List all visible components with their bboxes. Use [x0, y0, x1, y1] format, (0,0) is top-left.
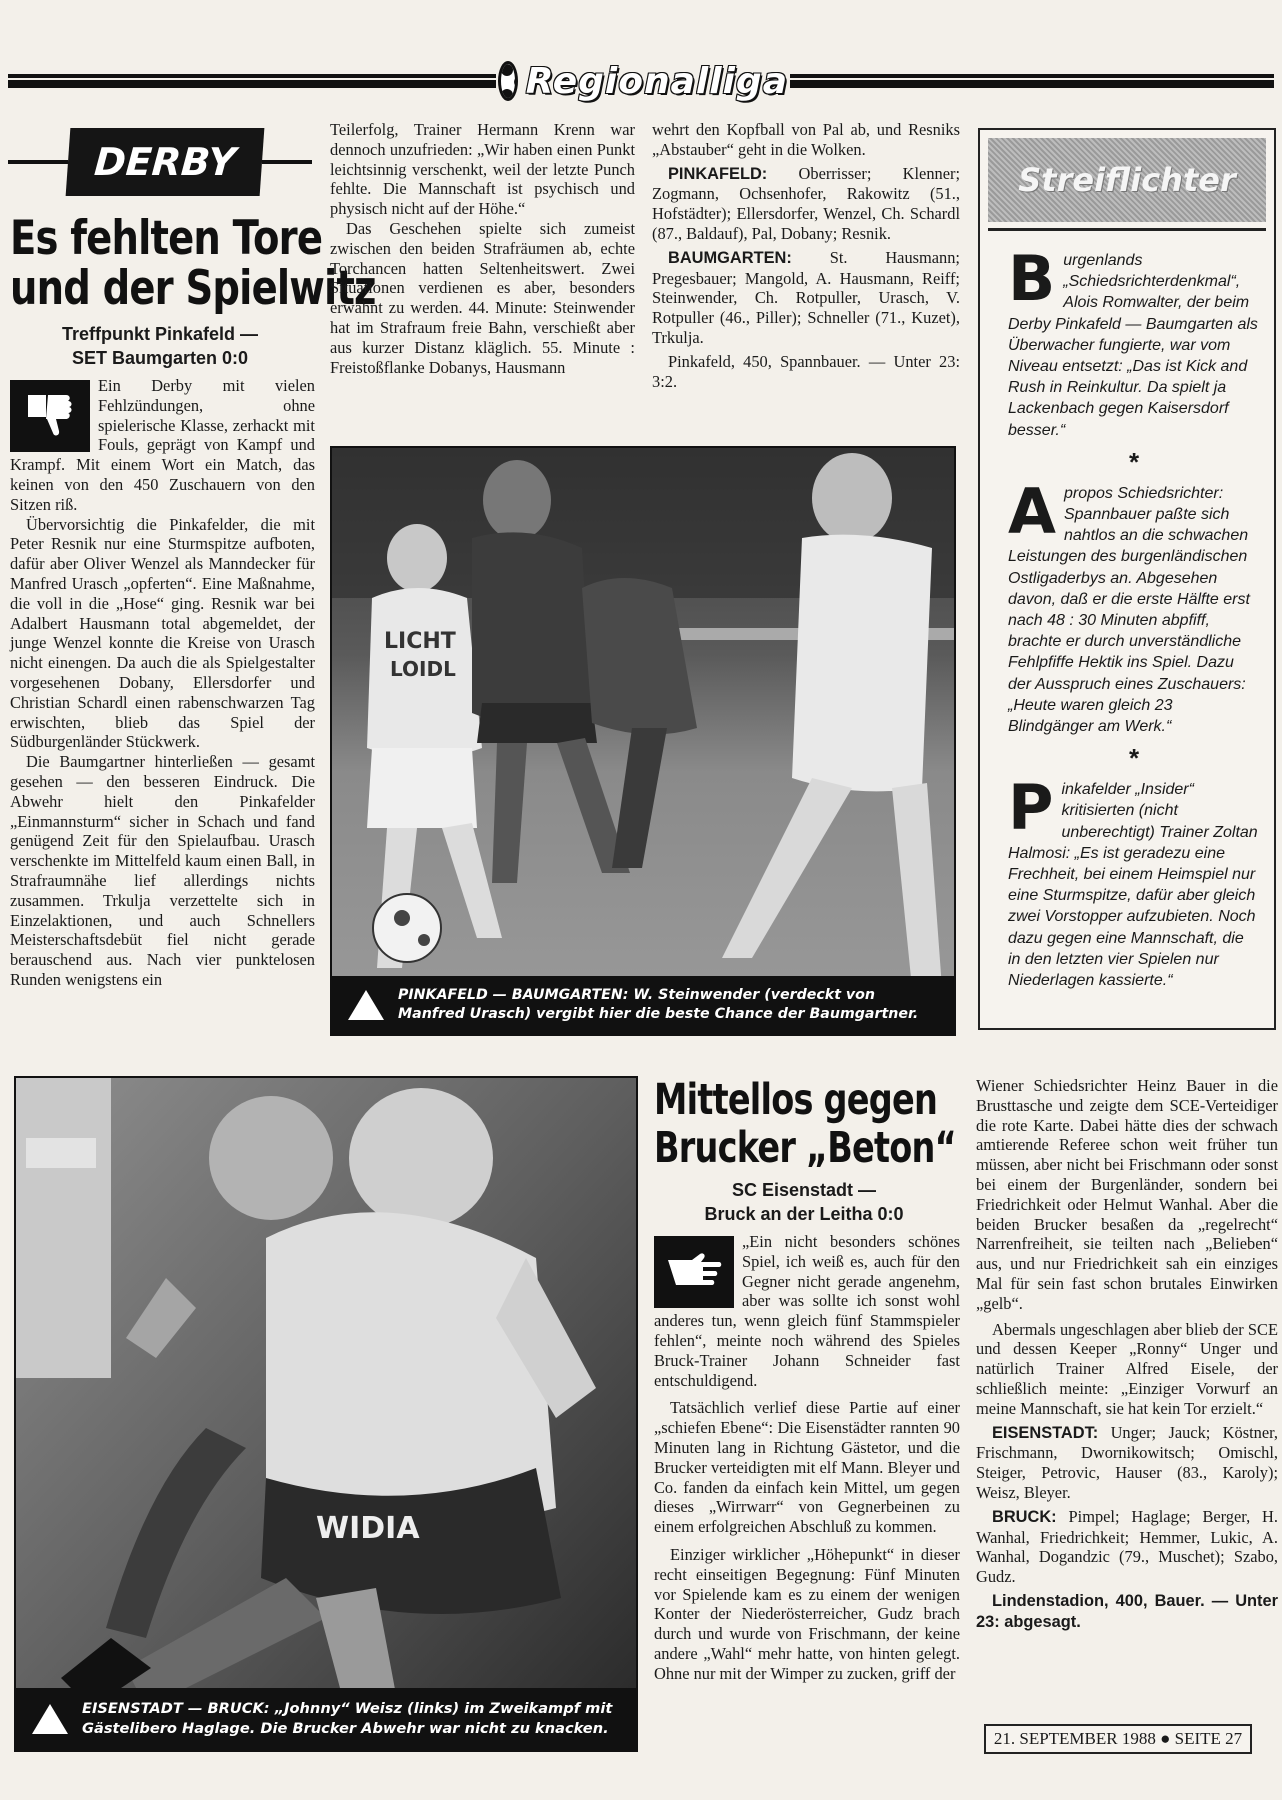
- article1-column-2: [330, 120, 635, 377]
- paragraph: Tatsächlich verlief diese Partie auf einer „schiefen Ebene“: Die Eisenstädter rannten 90 Minuten lang in Richtung Gästetor, und die Brucker verteidigten mit elf Mann. Bleyer und Co. fanden da einfach kein Mittel, um gegen dieses „Wirrwarr“ von Gegnerbeinen zu einem erfolgreichen Abschluß zu kommen.: [654, 1398, 960, 1537]
- match-photo-eisenstadt: [14, 1076, 638, 1752]
- article2-column-1: [654, 1232, 960, 1684]
- sidebar-items: [1008, 242, 1260, 991]
- paragraph: Die Baumgartner hinterließen — gesamt gesehen — den besseren Eindruck. Die Abwehr hielt den Pinkafelder „Einmannsturm“ sicher in Schach und fand genügend Zeit für den Spielaufbau. Urasch verschenkte im Mittelfeld kaum einen Ball, in Strafraumnähe lief allerdings nichts zusammen. Trkulja verzettelte sich in Einzelaktionen, und auch Schnellers Meisterschaftsdebüt fiel nicht gerade berauschend aus. Nach vier punktelosen Runden wenigstens ein: [10, 752, 315, 989]
- section-header: [498, 56, 788, 106]
- headline-line1: Mittellos gegen: [654, 1075, 938, 1125]
- subhead-line1: SC Eisenstadt —: [731, 1180, 877, 1200]
- caption-text: PINKAFELD — BAUMGARTEN: W. Steinwender (verdeckt von Manfred Urasch) vergibt hier die beste Chance der Baumgartner.: [398, 987, 919, 1022]
- sidebar-item: P inkafelder „Insider“ kritisierten (nicht unberechtigt) Trainer Zoltan Halmosi: „Es ist geradezu eine Frechheit, bei einem Heimspiel nur eine Sturmspitze, dafür aber gleich zwei Vorstopper aufzubieten. Noch dazu gegen eine Mannschaft, die in den letzten vier Spielen nur Niederlagen kassierte.“: [1008, 771, 1258, 990]
- headline-line2: und der Spielwitz: [10, 261, 376, 316]
- page-footer: 21. SEPTEMBER 1988 ● SEITE 27: [984, 1724, 1252, 1754]
- headline-line2: Brucker „Beton“: [654, 1123, 956, 1173]
- match-venue: Lindenstadion, 400, Bauer. — Unter 23: abgesagt.: [976, 1591, 1278, 1631]
- thumbs-down-icon: [10, 380, 90, 452]
- header-rule-left: [8, 74, 496, 88]
- subhead-line2: Bruck an der Leitha 0:0: [704, 1204, 904, 1224]
- lineup-bruck: BRUCK: Pimpel; Haglage; Berger, H. Wanhal, Friedrichkeit; Hemmer, Lukic, A. Wanhal, Dogandzic (79., Muschet); Szabo, Gudz.: [976, 1506, 1278, 1587]
- paragraph: „Ein nicht besonders schönes Spiel, ich weiß es, auch für den Gegner nicht gerade angenehm, aber was sollte ich sonst wohl anderes tun, wenn gleich fünf Stammspieler fehlen“, meinte noch während des Spieles Bruck-Trainer Johann Schneider fast entschuldigend.: [654, 1232, 960, 1390]
- derby-rule-right: [262, 160, 312, 164]
- caption-text: EISENSTADT — BRUCK: „Johnny“ Weisz (links) im Zweikampf mit Gästelibero Haglage. Die Brucker Abwehr war nicht zu knacken.: [82, 1700, 613, 1737]
- article2-column-2: [976, 1076, 1278, 1633]
- shirt-text-2: LOIDL: [390, 657, 456, 681]
- paragraph: Übervorsichtig die Pinkafelder, die mit Peter Resnik nur eine Sturmspitze aufboten, dafür aber Oliver Wenzel als Manndecker für Manfred Urasch „opferten“. Eine Maßnahme, die voll in die „Hose“ ging. Resnik war bei Adalbert Hausmann total abgemeldet, der junge Wenzel konnte die Kreise von Urasch nicht einengen. Da auch die als Spielgestalter vorgesehenen Dobany, Ellersdorfer und Christian Schardl einen rabenschwarzen Tag erwischten, blieb das Spiel der Südburgenländer Stückwerk.: [10, 514, 315, 752]
- caption-triangle-icon: [348, 990, 384, 1020]
- sidebar-divider: [988, 228, 1266, 231]
- dropcap: P: [1008, 771, 1054, 845]
- article1-headline: [10, 211, 376, 316]
- shirt-text-1: LICHT: [384, 629, 456, 654]
- sidebar-title: Streiflichter: [1018, 161, 1236, 199]
- article1-column-3: [652, 120, 960, 391]
- header-rule-right: [790, 74, 1274, 88]
- paragraph: wehrt den Kopfball von Pal ab, und Resniks „Abstauber“ geht in die Wolken.: [652, 120, 960, 159]
- photo-illustration: [332, 448, 956, 1036]
- sidebar-item: A propos Schiedsrichter: Spannbauer paßte sich nahtlos an die schwachen Leistungen des burgenländischen Ostligaderbys an. Abgesehen davon, daß er die erste Hälfte erst nach 48 : 30 Minuten abpfiff, brachte er durch unverständliche Fehlpfiffe Hektik ins Spiel. Dazu der Ausspruch eines Zuschauers: „Heute waren gleich 23 Blindgänger am Werk.“: [1008, 474, 1250, 736]
- paragraph: Das Geschehen spielte sich zumeist zwischen den beiden Strafräumen ab, echte Torchancen hatten Seltenheitswert. Zwei Situationen verdienen es aber, besonders erwähnt zu werden. 44. Minute: Steinwender hat im Strafraum freie Bahn, verschießt aber aus kurzer Distanz kläglich. 55. Minute : Freistoßflanke Dobanys, Hausmann: [330, 218, 635, 377]
- match-venue: Pinkafeld, 450, Spannbauer. — Unter 23: 3:2.: [652, 351, 960, 391]
- article2-subhead: [654, 1178, 954, 1226]
- section-title: Regionalliga: [525, 60, 788, 102]
- article1-column-1: [10, 376, 315, 990]
- derby-label: DERBY: [66, 128, 265, 196]
- paragraph: Teilerfolg, Trainer Hermann Krenn war dennoch unzufrieden: „Wir haben einen Punkt leichtsinnig verschenkt, weil der letzte Punch fehlte. Die Mannschaft ist psychisch und physisch nicht auf der Höhe.“: [330, 120, 635, 219]
- lineup-baumgarten: BAUMGARTEN: St. Hausmann; Pregesbauer; Mangold, A. Hausmann, Reiff; Steinwender, Ch. Rotpuller, Urasch, V. Rotpuller (46., Piller); Schneller (71., Kuzet), Trkulja.: [652, 247, 960, 347]
- subhead-line2: SET Baumgarten 0:0: [71, 348, 249, 368]
- photo-illustration: [16, 1078, 638, 1752]
- thumb-sideways-icon: [654, 1236, 734, 1308]
- match-photo-pinkafeld: [330, 446, 956, 1036]
- headline-line1: Es fehlten Tore: [10, 211, 323, 266]
- photo-caption: [332, 976, 954, 1034]
- dropcap: B: [1008, 242, 1056, 315]
- article1-subhead: [10, 322, 310, 370]
- dropcap: A: [1008, 474, 1056, 548]
- paragraph: Ein Derby mit vielen Fehlzündungen, ohne spielerische Klasse, zerhackt mit Fouls, geprägt von Kampf und Krampf. Mit einem Wort ein Match, das keinen von den 450 Zuschauern von den Sitzen riß.: [10, 376, 315, 514]
- lineup-eisenstadt: EISENSTADT: Unger; Jauck; Köstner, Frischmann, Dwornikowitsch; Omischl, Steiger, Petrovic, Hauser (83., Karoly); Weisz, Bleyer.: [976, 1422, 1278, 1502]
- article2-headline: [654, 1076, 964, 1172]
- paragraph: Wiener Schiedsrichter Heinz Bauer in die Brusttasche und zeigte dem SCE-Verteidiger die rote Karte. Dabei hätte dies der schwach amtierende Referee schon weit früher tun müssen, aber nicht bei Frischmann oder sonst bei einem der Burgenländer, sondern bei Friedrichkeit oder Helmut Wanhal. Aber die beiden Brucker besaßen da „regelrecht“ Narrenfreiheit, sie teilten nach „Belieben“ aus, und nur Friedrichkeit sah ein einziges Mal für sein fast schon brutales Einwirken „gelb“.: [976, 1076, 1278, 1313]
- subhead-line1: Treffpunkt Pinkafeld —: [61, 324, 259, 344]
- caption-triangle-icon: [32, 1704, 68, 1734]
- separator-star: *: [1128, 446, 1140, 477]
- football-icon: [498, 61, 518, 101]
- sidebar-streiflichter: [978, 128, 1276, 1030]
- sidebar-item: B urgenlands „Schiedsrichterdenkmal“, Alois Romwalter, der beim Derby Pinkafeld — Baumgarten als Überwacher fungierte, war vom Niveau entsetzt: „Das ist Kick and Rush in Reinkultur. Da spielt ja Lackenbach gegen Kaisersdorf besser.“: [1008, 242, 1258, 439]
- separator-star: *: [1128, 743, 1140, 774]
- shorts-text: WIDIA: [316, 1511, 420, 1546]
- photo-caption: [16, 1688, 636, 1750]
- derby-rule-left: [8, 160, 68, 164]
- paragraph: Abermals ungeschlagen aber blieb der SCE und dessen Keeper „Ronny“ Unger und natürlich Trainer Alfred Eisele, der schließlich meinte: „Einziger Vorwurf an meine Mannschaft, sie hat kein Tor erzielt.“: [976, 1319, 1278, 1418]
- sidebar-title-banner: [988, 138, 1266, 222]
- lineup-pinkafeld: PINKAFELD: Oberrisser; Klenner; Zogmann, Ochsenhofer, Rakowitz (51., Hofstädter); Ellersdorfer, Wenzel, Ch. Schardl (87., Baldauf), Pal, Dobany; Resnik.: [652, 163, 960, 243]
- paragraph: Einziger wirklicher „Höhepunkt“ in dieser recht einseitigen Begegnung: Fünf Minuten vor Spielende kam es zu einem der wenigen Konter der Niederösterreicher, Gudz brach durch und wurde von Frischmann, der keine andere „Wahl“ mehr hatte, von hinten gelegt. Ohne nur mit der Wimper zu zucken, griff der: [654, 1544, 960, 1683]
